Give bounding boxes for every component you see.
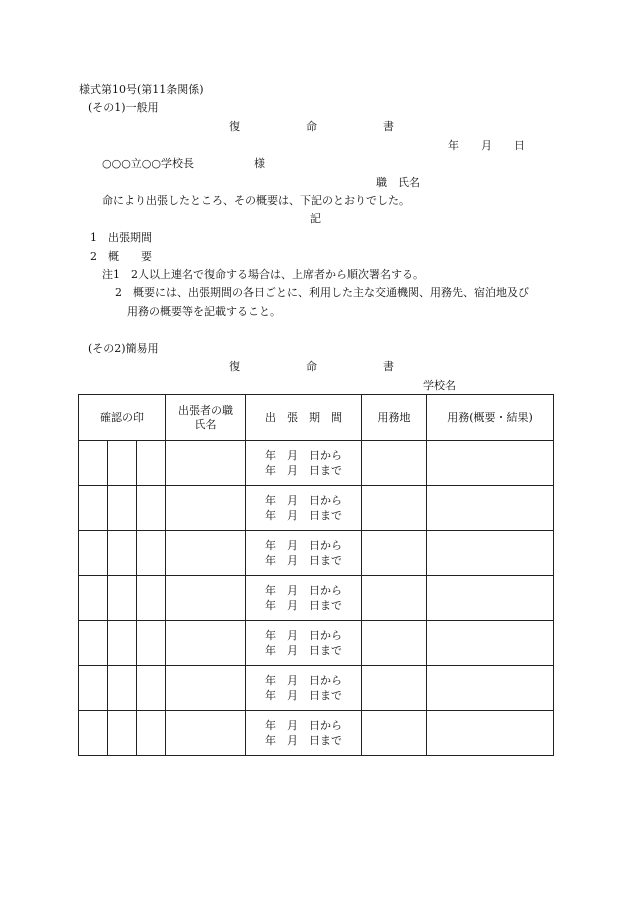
period-to: 年 月 日まで <box>265 734 342 747</box>
seal-cell[interactable] <box>108 441 137 486</box>
table-row <box>79 711 554 756</box>
period-to: 年 月 日まで <box>265 599 342 612</box>
location-cell[interactable] <box>362 666 427 711</box>
seal-cell[interactable] <box>137 531 166 576</box>
header-traveler-line1: 出張者の職 <box>178 403 233 417</box>
business-cell[interactable] <box>427 486 554 531</box>
seal-cell[interactable] <box>79 486 108 531</box>
seal-cell[interactable] <box>137 666 166 711</box>
header-period: 出 張 期 間 <box>246 395 362 441</box>
addressee: ○○○立○○学校長 <box>102 157 194 170</box>
seal-cell[interactable] <box>108 486 137 531</box>
table-row <box>79 531 554 576</box>
honorific: 様 <box>254 157 265 170</box>
table-row <box>79 486 554 531</box>
table-row <box>79 666 554 711</box>
location-cell[interactable] <box>362 576 427 621</box>
seal-cell[interactable] <box>108 576 137 621</box>
traveler-cell[interactable] <box>166 531 246 576</box>
table-header-row <box>79 395 554 441</box>
period-cell <box>246 711 362 756</box>
period-cell <box>246 531 362 576</box>
report-table <box>78 394 554 756</box>
traveler-cell[interactable] <box>166 441 246 486</box>
seal-cell[interactable] <box>79 531 108 576</box>
item-travel-period: 1 出張期間 <box>90 231 152 244</box>
business-cell[interactable] <box>427 576 554 621</box>
note-2-line-2: 用務の概要等を記載すること。 <box>127 305 281 318</box>
note-2-line-1: 2 概要には、出張期間の各日ごとに、利用した主な交通機関、用務先、宿泊地及び <box>115 286 529 299</box>
position-name-line: 職 氏名 <box>376 176 420 189</box>
seal-cell[interactable] <box>108 531 137 576</box>
seal-cell[interactable] <box>137 621 166 666</box>
item-summary: 2 概 要 <box>90 250 152 263</box>
period-to: 年 月 日まで <box>265 509 342 522</box>
business-cell[interactable] <box>427 621 554 666</box>
table-row <box>79 441 554 486</box>
period-cell <box>246 486 362 531</box>
location-cell[interactable] <box>362 711 427 756</box>
seal-cell[interactable] <box>137 441 166 486</box>
simple-title: 復 命 書 <box>229 360 394 373</box>
business-cell[interactable] <box>427 711 554 756</box>
header-traveler <box>166 395 246 441</box>
seal-cell[interactable] <box>79 666 108 711</box>
form-number: 様式第10号(第11条関係) <box>79 83 204 96</box>
period-from: 年 月 日から <box>265 584 342 597</box>
header-business: 用務(概要・結果) <box>427 395 554 441</box>
period-from: 年 月 日から <box>265 494 342 507</box>
period-cell <box>246 441 362 486</box>
seal-cell[interactable] <box>137 711 166 756</box>
seal-cell[interactable] <box>108 711 137 756</box>
period-to: 年 月 日まで <box>265 689 342 702</box>
table-row <box>79 621 554 666</box>
header-seal: 確認の印 <box>79 395 166 441</box>
note-1: 注1 2人以上連名で復命する場合は、上席者から順次署名する。 <box>102 268 424 281</box>
period-cell <box>246 576 362 621</box>
table-row <box>79 576 554 621</box>
simple-section-label: (その2)簡易用 <box>88 342 159 355</box>
school-name-label: 学校名 <box>423 379 456 392</box>
header-traveler-line2: 氏名 <box>194 417 217 431</box>
header-location: 用務地 <box>362 395 427 441</box>
seal-cell[interactable] <box>108 621 137 666</box>
traveler-cell[interactable] <box>166 666 246 711</box>
traveler-cell[interactable] <box>166 711 246 756</box>
body-text: 命により出張したところ、その概要は、下記のとおりでした。 <box>102 194 410 207</box>
period-from: 年 月 日から <box>265 674 342 687</box>
location-cell[interactable] <box>362 486 427 531</box>
period-from: 年 月 日から <box>265 629 342 642</box>
business-cell[interactable] <box>427 531 554 576</box>
business-cell[interactable] <box>427 441 554 486</box>
seal-cell[interactable] <box>137 486 166 531</box>
business-cell[interactable] <box>427 666 554 711</box>
date-line: 年 月 日 <box>448 139 525 152</box>
general-section-label: (その1)一般用 <box>88 101 159 114</box>
traveler-cell[interactable] <box>166 576 246 621</box>
seal-cell[interactable] <box>137 576 166 621</box>
seal-cell[interactable] <box>79 711 108 756</box>
seal-cell[interactable] <box>108 666 137 711</box>
seal-cell[interactable] <box>79 621 108 666</box>
general-title: 復 命 書 <box>229 120 394 133</box>
location-cell[interactable] <box>362 441 427 486</box>
record-mark: 記 <box>310 212 321 225</box>
traveler-cell[interactable] <box>166 621 246 666</box>
seal-cell[interactable] <box>79 441 108 486</box>
period-to: 年 月 日まで <box>265 644 342 657</box>
period-to: 年 月 日まで <box>265 554 342 567</box>
period-from: 年 月 日から <box>265 719 342 732</box>
period-cell <box>246 621 362 666</box>
traveler-cell[interactable] <box>166 486 246 531</box>
seal-cell[interactable] <box>79 576 108 621</box>
location-cell[interactable] <box>362 621 427 666</box>
period-from: 年 月 日から <box>265 539 342 552</box>
location-cell[interactable] <box>362 531 427 576</box>
period-to: 年 月 日まで <box>265 464 342 477</box>
period-cell <box>246 666 362 711</box>
period-from: 年 月 日から <box>265 449 342 462</box>
